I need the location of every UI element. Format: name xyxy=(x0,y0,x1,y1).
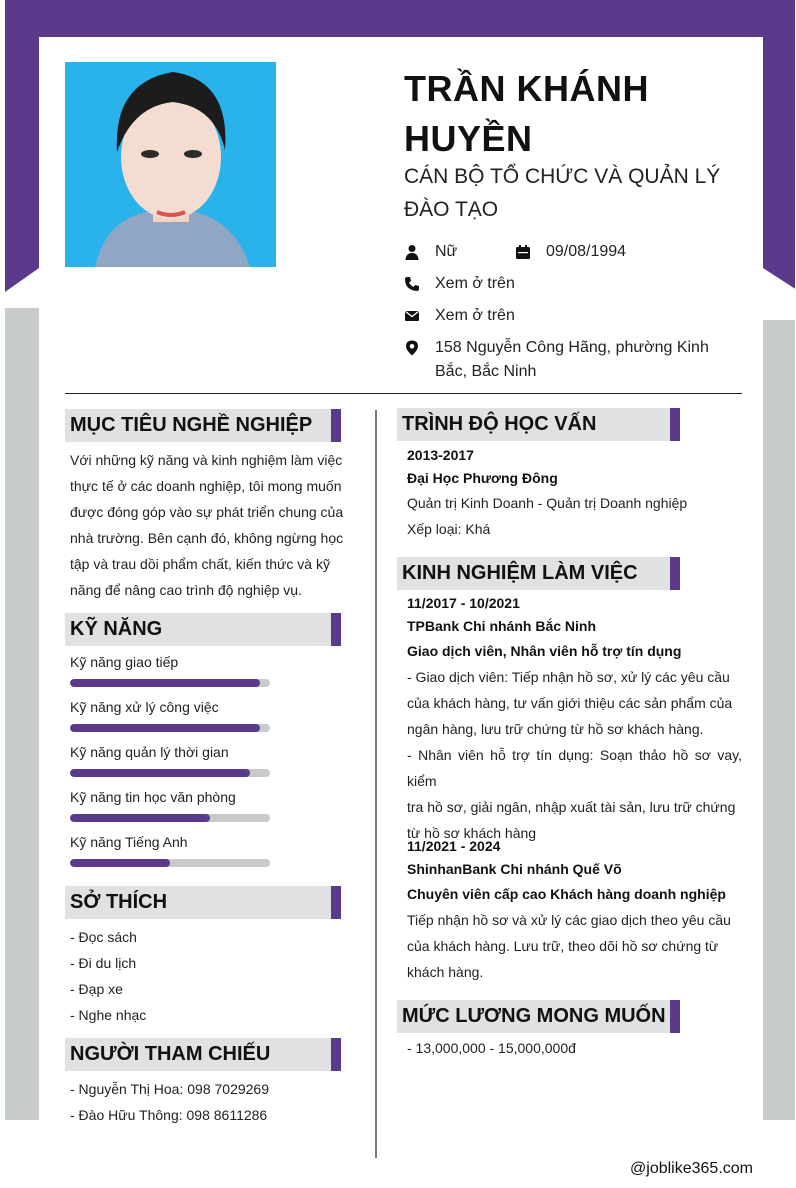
skill-bar-fill xyxy=(70,679,260,687)
job-title-line1: CÁN BỘ TỔ CHỨC VÀ QUẢN LÝ xyxy=(404,165,721,188)
education-grade: Xếp loại: Khá xyxy=(407,521,491,537)
skills-heading-text: KỸ NĂNG xyxy=(70,618,163,640)
heading-accent xyxy=(331,886,341,919)
location-pin-icon xyxy=(404,336,435,360)
calendar-icon xyxy=(515,240,546,264)
heading-accent xyxy=(331,1038,341,1071)
heading-accent xyxy=(331,409,341,442)
hobbies-heading-text: SỞ THÍCH xyxy=(70,891,168,913)
address-line2: Bắc, Bắc Ninh xyxy=(435,363,537,380)
skill-label: Kỹ năng giao tiếp xyxy=(70,654,179,670)
objective-line: nhà trường. Bên cạnh đó, không ngừng học xyxy=(70,530,344,546)
profile-photo xyxy=(65,62,276,267)
job-description-line: - Nhân viên hỗ trợ tín dụng: Soạn thảo hồ sơ vay, kiểm xyxy=(407,747,742,789)
birthday-row xyxy=(515,240,626,264)
job-description-line: từ hồ sơ khách hàng xyxy=(407,825,537,841)
job-company: TPBank Chi nhánh Bắc Ninh xyxy=(407,618,597,634)
skill-label: Kỹ năng xử lý công việc xyxy=(70,699,219,715)
skill-bar-fill xyxy=(70,769,250,777)
heading-accent xyxy=(670,408,680,441)
mail-icon xyxy=(404,304,435,328)
job-description-line: của khách hàng, tư vấn giới thiệu các sản phẩm của xyxy=(407,695,733,711)
education-major: Quản trị Kinh Doanh - Quản trị Doanh nghiệp xyxy=(407,495,688,511)
skill-bar-fill xyxy=(70,814,210,822)
skill-bar-track xyxy=(70,769,270,777)
address-line1: 158 Nguyễn Công Hãng, phường Kinh xyxy=(435,339,709,356)
objective-line: Với những kỹ năng và kinh nghiệm làm việc xyxy=(70,452,343,468)
skill-label: Kỹ năng quản lý thời gian xyxy=(70,744,229,760)
candidate-job-title xyxy=(404,160,744,226)
experience-heading xyxy=(397,557,680,590)
job-role: Chuyên viên cấp cao Khách hàng doanh nghiệp xyxy=(407,886,726,902)
job-description-line: - Giao dịch viên: Tiếp nhận hồ sơ, xử lý các yêu cầu xyxy=(407,669,730,685)
objective-text xyxy=(70,447,350,603)
skill-bar-track xyxy=(70,859,270,867)
salary-heading xyxy=(397,1000,680,1033)
job-description-line: khách hàng. xyxy=(407,964,484,980)
hobby-item: - Nghe nhạc xyxy=(70,1007,147,1023)
header-divider xyxy=(65,393,742,394)
birthday-value: 09/08/1994 xyxy=(546,243,627,260)
job-description-line: ngân hàng, lưu trữ chứng từ hồ sơ khách hàng. xyxy=(407,721,704,737)
job-description xyxy=(407,664,742,846)
job-company: ShinhanBank Chi nhánh Quế Võ xyxy=(407,861,622,877)
skill-label: Kỹ năng Tiếng Anh xyxy=(70,834,188,850)
education-heading xyxy=(397,408,680,441)
person-icon xyxy=(404,240,435,264)
heading-accent xyxy=(670,1000,680,1033)
skill-bar-fill xyxy=(70,859,170,867)
heading-accent xyxy=(670,557,680,590)
experience-heading-text: KINH NGHIỆM LÀM VIỆC xyxy=(402,562,638,584)
address-value xyxy=(435,336,709,384)
email-value: Xem ở trên xyxy=(435,307,515,324)
candidate-name xyxy=(404,64,744,164)
phone-icon xyxy=(404,272,435,296)
email-row xyxy=(404,304,515,328)
heading-accent xyxy=(331,613,341,646)
brand-footer: @joblike365.com xyxy=(630,1160,753,1177)
job-role: Giao dịch viên, Nhân viên hỗ trợ tín dụng xyxy=(407,643,682,659)
gender-value: Nữ xyxy=(435,243,458,260)
objective-line: thực tế ở các doanh nghiệp, tôi mong muốn xyxy=(70,478,342,494)
column-divider xyxy=(375,410,377,1158)
job-description-line: của khách hàng. Lưu trữ, theo dõi hồ sơ chứng từ xyxy=(407,938,719,954)
skill-bar-track xyxy=(70,679,270,687)
job-description-line: Tiếp nhận hồ sơ và xử lý các giao dịch theo yêu cầu xyxy=(407,912,731,928)
education-period: 2013-2017 xyxy=(407,447,474,463)
objective-heading-text: MỤC TIÊU NGHỀ NGHIỆP xyxy=(70,414,313,436)
salary-value: - 13,000,000 - 15,000,000đ xyxy=(407,1040,576,1056)
job-description-line: tra hồ sơ, giải ngân, nhập xuất tài sản, lưu trữ chứng xyxy=(407,799,736,815)
phone-value: Xem ở trên xyxy=(435,275,515,292)
references-heading-text: NGƯỜI THAM CHIẾU xyxy=(70,1043,271,1065)
gender-row xyxy=(404,240,457,264)
candidate-name-line2: HUYỀN xyxy=(404,118,533,159)
objective-line: tập và trau dồi phẩm chất, kiến thức và kỹ xyxy=(70,556,330,572)
job-period: 11/2017 - 10/2021 xyxy=(407,595,520,611)
phone-row xyxy=(404,272,515,296)
hobby-item: - Đọc sách xyxy=(70,929,137,945)
candidate-name-line1: TRẦN KHÁNH xyxy=(404,68,649,109)
job-description xyxy=(407,907,742,985)
objective-heading xyxy=(65,409,341,442)
salary-heading-text: MỨC LƯƠNG MONG MUỐN xyxy=(402,1005,666,1027)
skill-bar-fill xyxy=(70,724,260,732)
education-heading-text: TRÌNH ĐỘ HỌC VẤN xyxy=(402,413,597,435)
hobby-item: - Đạp xe xyxy=(70,981,123,997)
objective-line: năng để nâng cao trình độ nghiệp vụ. xyxy=(70,582,302,598)
job-title-line2: ĐÀO TẠO xyxy=(404,198,499,221)
reference-item: - Nguyễn Thị Hoa: 098 7029269 xyxy=(70,1081,269,1097)
hobby-item: - Đi du lịch xyxy=(70,955,137,971)
address-row xyxy=(404,336,744,384)
skill-bar-track xyxy=(70,724,270,732)
job-period: 11/2021 - 2024 xyxy=(407,838,501,854)
references-heading xyxy=(65,1038,341,1071)
objective-line: được đóng góp vào sự phát triển chung của xyxy=(70,504,344,520)
skills-heading xyxy=(65,613,341,646)
skill-label: Kỹ năng tin học văn phòng xyxy=(70,789,236,805)
skill-bar-track xyxy=(70,814,270,822)
hobbies-heading xyxy=(65,886,341,919)
reference-item: - Đào Hữu Thông: 098 8611286 xyxy=(70,1107,268,1123)
education-school: Đại Học Phương Đông xyxy=(407,470,558,486)
